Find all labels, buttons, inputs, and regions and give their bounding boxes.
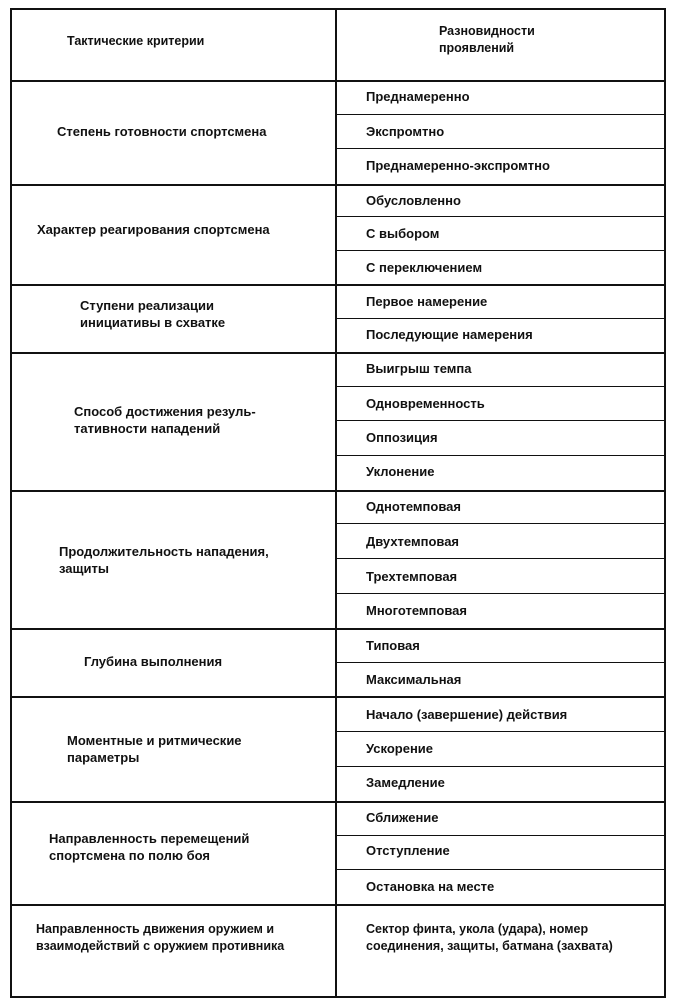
subrow-divider xyxy=(337,835,664,836)
variant-cell: Многотемповая xyxy=(366,603,467,618)
criterion-cell: Характер реагирования спортсмена xyxy=(37,222,270,237)
header-criteria: Тактические критерии xyxy=(67,34,205,48)
variant-cell: Обусловленно xyxy=(366,193,461,208)
criterion-cell: Направленность движения оружием и взаимодействий с оружием противника xyxy=(36,922,285,953)
variant-cell: Первое намерение xyxy=(366,294,488,309)
header-variants: Разновидности проявлений xyxy=(439,24,535,55)
subrow-divider xyxy=(337,766,664,767)
row-divider xyxy=(12,80,664,82)
variant-cell: Трехтемповая xyxy=(366,569,458,584)
variant-cell: Остановка на месте xyxy=(366,879,495,894)
variant-cell: Преднамеренно-экспромтно xyxy=(366,158,550,173)
variant-cell: Максимальная xyxy=(366,672,462,687)
subrow-divider xyxy=(337,593,664,594)
variant-cell: С выбором xyxy=(366,226,440,241)
variant-cell: Сближение xyxy=(366,810,439,825)
row-divider xyxy=(12,696,664,698)
subrow-divider xyxy=(337,455,664,456)
subrow-divider xyxy=(337,318,664,319)
variant-cell: Преднамеренно xyxy=(366,89,470,104)
subrow-divider xyxy=(337,662,664,663)
row-divider xyxy=(12,904,664,906)
variant-cell: Выигрыш темпа xyxy=(366,361,472,376)
criteria-table xyxy=(10,8,666,998)
criterion-cell: Степень готовности спортсмена xyxy=(57,124,267,139)
subrow-divider xyxy=(337,731,664,732)
variant-cell: С переключением xyxy=(366,260,483,275)
criterion-cell: Направленность перемещений спортсмена по полю боя xyxy=(49,831,250,863)
row-divider xyxy=(12,801,664,803)
variant-cell: Ускорение xyxy=(366,741,434,756)
row-divider xyxy=(12,490,664,492)
variant-cell: Однотемповая xyxy=(366,499,461,514)
variant-cell: Оппозиция xyxy=(366,430,438,445)
row-divider xyxy=(12,352,664,354)
subrow-divider xyxy=(337,148,664,149)
row-divider xyxy=(12,284,664,286)
subrow-divider xyxy=(337,386,664,387)
subrow-divider xyxy=(337,114,664,115)
criterion-cell: Моментные и ритмические параметры xyxy=(67,733,242,765)
subrow-divider xyxy=(337,216,664,217)
subrow-divider xyxy=(337,420,664,421)
row-divider xyxy=(12,184,664,186)
variant-cell: Экспромтно xyxy=(366,124,445,139)
subrow-divider xyxy=(337,869,664,870)
subrow-divider xyxy=(337,558,664,559)
column-divider xyxy=(335,10,337,996)
variant-cell: Одновременность xyxy=(366,396,485,411)
criterion-cell: Глубина выполнения xyxy=(84,654,223,669)
variant-cell: Отступление xyxy=(366,843,450,858)
variant-cell: Начало (завершение) действия xyxy=(366,707,568,722)
subrow-divider xyxy=(337,250,664,251)
variant-cell: Последующие намерения xyxy=(366,327,533,342)
criterion-cell: Продолжительность нападения, защиты xyxy=(59,544,269,576)
variant-cell: Сектор финта, укола (удара), номер соединения, защиты, батмана (захвата) xyxy=(366,922,613,953)
subrow-divider xyxy=(337,523,664,524)
variant-cell: Типовая xyxy=(366,638,420,653)
criterion-cell: Способ достижения резуль-тативности нападений xyxy=(74,404,256,436)
criterion-cell: Ступени реализации инициативы в схватке xyxy=(80,298,226,330)
variant-cell: Уклонение xyxy=(366,464,435,479)
variant-cell: Двухтемповая xyxy=(366,534,460,549)
row-divider xyxy=(12,628,664,630)
variant-cell: Замедление xyxy=(366,775,445,790)
